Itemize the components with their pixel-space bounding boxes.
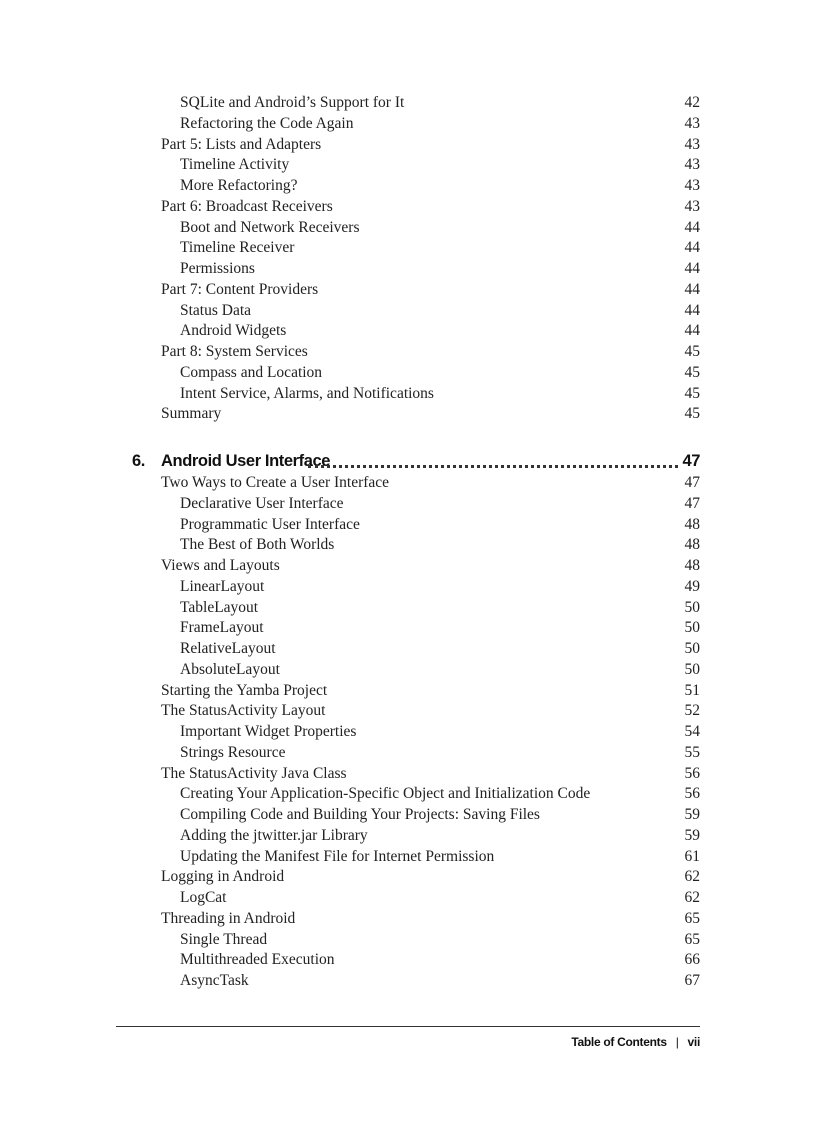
footer-page-number: vii — [687, 1035, 700, 1049]
toc-entry-title: Intent Service, Alarms, and Notifications — [180, 384, 434, 402]
toc-entry-page: 43 — [684, 114, 700, 132]
toc-entry-page: 44 — [684, 280, 700, 298]
toc-section-chapter-6 — [0, 473, 816, 992]
toc-entry-page: 45 — [684, 343, 700, 360]
toc-entry-title: Compass and Location — [180, 363, 323, 381]
toc-subsection-entry[interactable] — [0, 176, 816, 197]
toc-entry-title: Timeline Activity — [180, 156, 290, 174]
chapter-heading[interactable] — [0, 449, 816, 473]
toc-entry-page: 43 — [684, 177, 700, 194]
toc-entry-page: 48 — [684, 515, 700, 533]
toc-entry-title: SQLite and Android’s Support for It — [180, 94, 405, 111]
chapter-spacer — [0, 425, 816, 449]
toc-entry-page: 56 — [684, 764, 700, 782]
toc-subsection-entry[interactable] — [0, 598, 816, 619]
toc-subsection-entry[interactable] — [0, 950, 816, 971]
toc-section-entry[interactable] — [0, 197, 816, 218]
toc-subsection-entry[interactable] — [0, 722, 816, 743]
toc-subsection-entry[interactable] — [0, 218, 816, 239]
toc-subsection-entry[interactable] — [0, 363, 816, 384]
toc-entry-page: 54 — [684, 723, 700, 740]
toc-entry-title: Views and Layouts — [161, 557, 280, 574]
toc-entry-title: Summary — [161, 405, 222, 423]
toc-entry-title: Part 7: Content Providers — [161, 280, 319, 298]
toc-subsection-entry[interactable] — [0, 618, 816, 639]
toc-section-entry[interactable] — [0, 867, 816, 888]
toc-subsection-entry[interactable] — [0, 639, 816, 660]
toc-entry-title: AbsoluteLayout — [180, 660, 280, 678]
toc-subsection-entry[interactable] — [0, 114, 816, 135]
toc-entry-title: Compiling Code and Building Your Projects: Saving Files — [180, 806, 540, 823]
toc-entry-page: 50 — [684, 640, 700, 657]
toc-entry-title: Logging in Android — [161, 868, 285, 886]
table-of-contents — [0, 93, 816, 992]
toc-entry-page: 50 — [684, 619, 700, 637]
footer-rule — [116, 1026, 700, 1027]
toc-entry-title: Timeline Receiver — [180, 239, 295, 257]
toc-subsection-entry[interactable] — [0, 301, 816, 322]
toc-entry-page: 44 — [684, 301, 700, 319]
toc-entry-page: 43 — [684, 156, 700, 174]
toc-entry-page: 66 — [684, 951, 700, 969]
toc-entry-title: Threading in Android — [161, 909, 296, 927]
toc-entry-page: 50 — [684, 660, 700, 678]
toc-entry-title: The StatusActivity Layout — [161, 702, 326, 720]
toc-subsection-entry[interactable] — [0, 93, 816, 114]
toc-entry-title: Refactoring the Code Again — [180, 114, 354, 132]
toc-entry-title: Updating the Manifest File for Internet Permission — [180, 847, 495, 865]
toc-section-entry[interactable] — [0, 473, 816, 494]
toc-entry-title: Adding the jtwitter.jar Library — [180, 826, 368, 844]
toc-entry-title: Declarative User Interface — [180, 494, 344, 512]
footer-separator: | — [675, 1035, 679, 1049]
toc-entry-page: 48 — [684, 557, 700, 574]
toc-entry-page: 67 — [684, 972, 700, 989]
toc-subsection-entry[interactable] — [0, 577, 816, 598]
toc-subsection-entry[interactable] — [0, 660, 816, 681]
toc-entry-page: 44 — [684, 218, 700, 236]
chapter-number: 6. — [132, 452, 145, 470]
toc-subsection-entry[interactable] — [0, 384, 816, 405]
toc-entry-page: 52 — [684, 702, 700, 720]
toc-entry-title: AsyncTask — [180, 972, 249, 989]
toc-entry-title: The Best of Both Worlds — [180, 536, 335, 554]
toc-entry-page: 45 — [684, 405, 700, 423]
toc-subsection-entry[interactable] — [0, 784, 816, 805]
toc-entry-title: Part 5: Lists and Adapters — [161, 135, 322, 153]
toc-entry-page: 59 — [684, 806, 700, 823]
toc-entry-title: Important Widget Properties — [180, 723, 357, 740]
toc-section-entry[interactable] — [0, 404, 816, 425]
toc-entry-title: Two Ways to Create a User Interface — [161, 474, 390, 491]
toc-section-entry[interactable] — [0, 681, 816, 702]
toc-entry-page: 47 — [684, 494, 700, 512]
toc-entry-page: 56 — [684, 785, 700, 803]
toc-entry-page: 59 — [684, 826, 700, 844]
toc-subsection-entry[interactable] — [0, 847, 816, 868]
toc-subsection-entry[interactable] — [0, 515, 816, 536]
toc-entry-page: 45 — [684, 363, 700, 381]
toc-entry-page: 61 — [684, 847, 700, 865]
toc-section-entry[interactable] — [0, 556, 816, 577]
toc-section-entry[interactable] — [0, 280, 816, 301]
toc-entry-title: Part 6: Broadcast Receivers — [161, 197, 333, 215]
toc-section-previous-chapter — [0, 93, 816, 425]
toc-entry-title: TableLayout — [180, 598, 259, 616]
toc-subsection-entry[interactable] — [0, 238, 816, 259]
toc-entry-title: Permissions — [180, 260, 255, 277]
toc-entry-title: LinearLayout — [180, 577, 265, 595]
toc-subsection-entry[interactable] — [0, 155, 816, 176]
toc-entry-title: Part 8: System Services — [161, 343, 308, 360]
toc-entry-title: The StatusActivity Java Class — [161, 764, 347, 782]
toc-entry-page: 55 — [684, 743, 700, 761]
toc-entry-title: Status Data — [180, 301, 252, 319]
toc-entry-page: 44 — [684, 260, 700, 277]
toc-entry-page: 49 — [684, 577, 700, 595]
toc-entry-page: 47 — [684, 474, 700, 491]
toc-entry-title: Multithreaded Execution — [180, 951, 335, 969]
toc-entry-title: LogCat — [180, 889, 227, 906]
toc-section-entry[interactable] — [0, 342, 816, 363]
chapter-page-number: 47 — [682, 452, 700, 470]
page-footer — [571, 1035, 700, 1049]
toc-entry-title: Strings Resource — [180, 743, 286, 761]
toc-entry-page: 48 — [684, 536, 700, 554]
toc-entry-page: 51 — [684, 681, 700, 699]
toc-entry-page: 50 — [684, 598, 700, 616]
toc-subsection-entry[interactable] — [0, 743, 816, 764]
toc-entry-title: FrameLayout — [180, 619, 264, 637]
chapter-title: Android User Interface — [161, 452, 331, 470]
toc-entry-title: Starting the Yamba Project — [161, 681, 328, 699]
toc-entry-page: 42 — [684, 94, 700, 111]
toc-subsection-entry[interactable] — [0, 888, 816, 909]
toc-entry-page: 45 — [684, 384, 700, 402]
toc-subsection-entry[interactable] — [0, 930, 816, 951]
toc-section-entry[interactable] — [0, 135, 816, 156]
toc-entry-title: More Refactoring? — [180, 177, 298, 194]
toc-subsection-entry[interactable] — [0, 321, 816, 342]
toc-entry-title: Programmatic User Interface — [180, 515, 360, 533]
toc-entry-page: 65 — [684, 909, 700, 927]
toc-subsection-entry[interactable] — [0, 259, 816, 280]
toc-subsection-entry[interactable] — [0, 826, 816, 847]
toc-entry-page: 62 — [684, 868, 700, 886]
toc-entry-page: 62 — [684, 889, 700, 906]
toc-entry-title: Single Thread — [180, 930, 268, 948]
toc-entry-title: Boot and Network Receivers — [180, 218, 360, 236]
toc-subsection-entry[interactable] — [0, 971, 816, 992]
toc-subsection-entry[interactable] — [0, 494, 816, 515]
toc-subsection-entry[interactable] — [0, 805, 816, 826]
toc-section-entry[interactable] — [0, 909, 816, 930]
toc-section-entry[interactable] — [0, 764, 816, 785]
toc-entry-title: Creating Your Application-Specific Object and Initialization Code — [180, 785, 591, 803]
dot-leader — [308, 465, 678, 468]
toc-entry-page: 44 — [684, 322, 700, 340]
footer-label: Table of Contents — [571, 1035, 667, 1049]
toc-subsection-entry[interactable] — [0, 535, 816, 556]
toc-entry-page: 43 — [684, 197, 700, 215]
toc-entry-page: 44 — [684, 239, 700, 257]
toc-entry-page: 65 — [684, 930, 700, 948]
toc-entry-title: RelativeLayout — [180, 640, 276, 657]
toc-entry-page: 43 — [684, 135, 700, 153]
toc-entry-title: Android Widgets — [180, 322, 287, 340]
toc-section-entry[interactable] — [0, 701, 816, 722]
